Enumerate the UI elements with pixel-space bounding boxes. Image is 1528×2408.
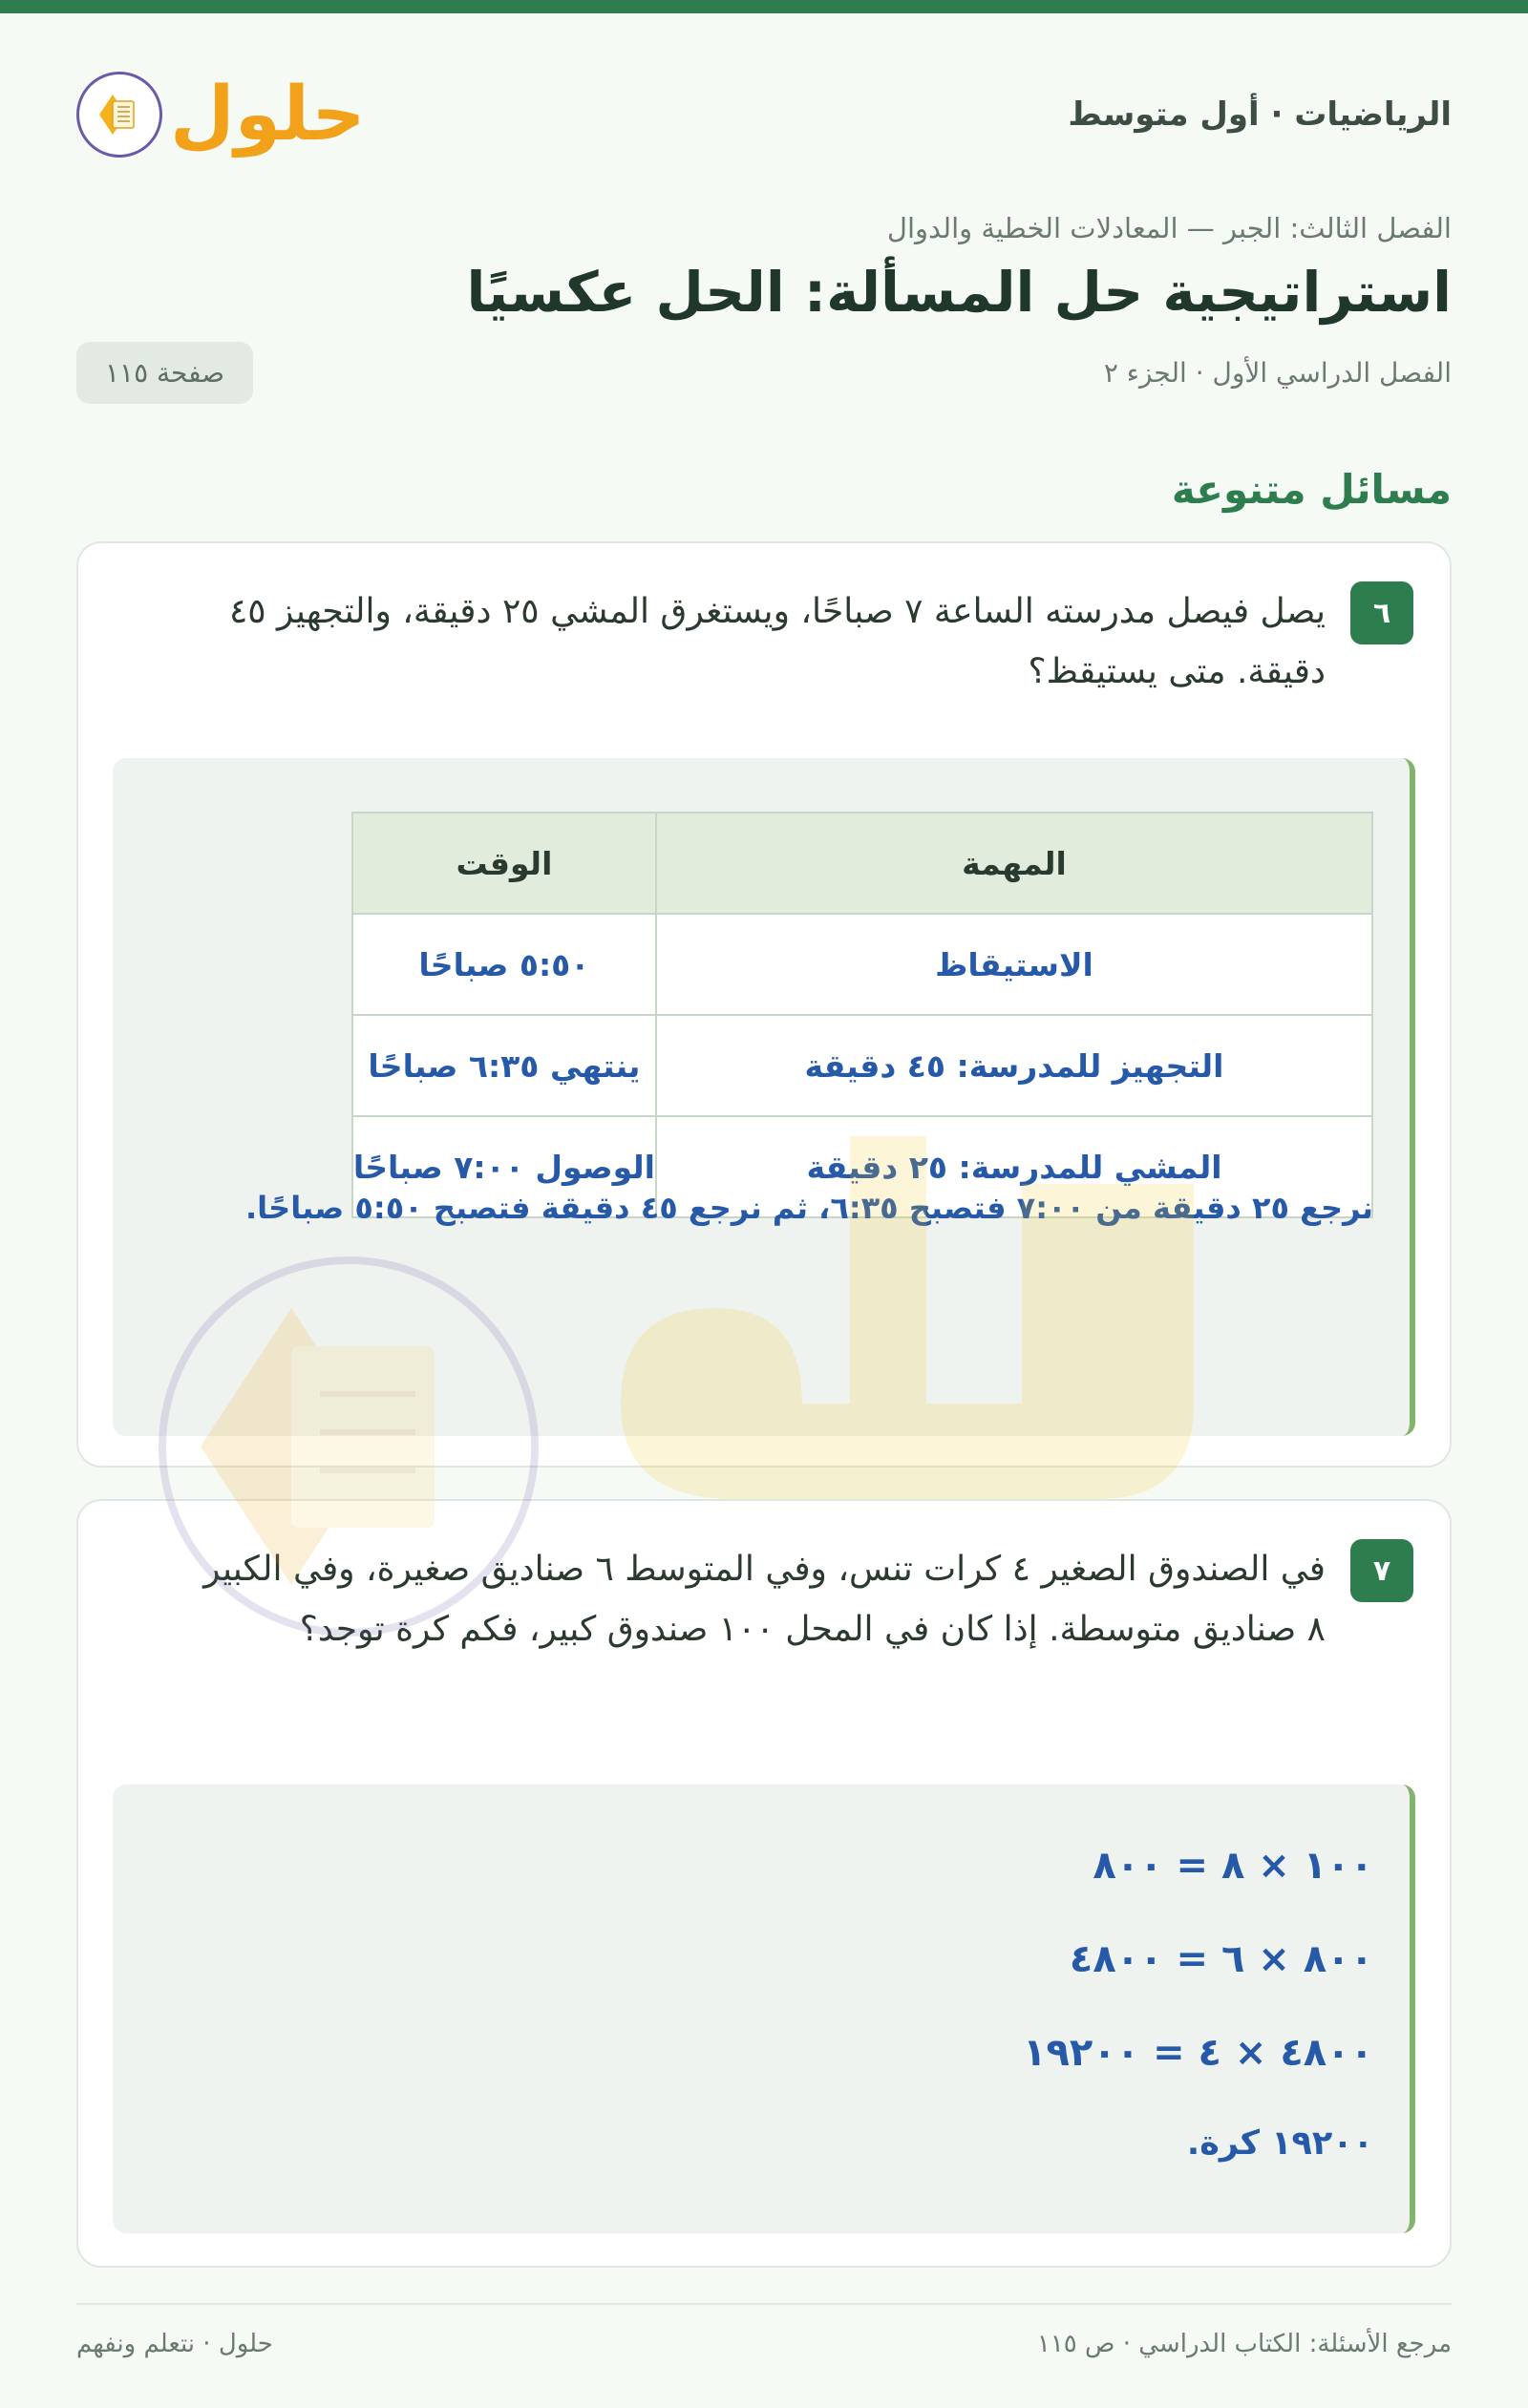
footer-source: مرجع الأسئلة: الكتاب الدراسي · ص ١١٥	[1036, 2330, 1452, 2358]
logo-wordmark: حلول	[170, 72, 366, 158]
calculation-steps	[147, 1844, 1373, 2201]
final-answer: ١٩٢٠٠ كرة.	[1186, 2124, 1373, 2163]
question-number-badge: ٦	[1350, 581, 1413, 644]
column-header-time: الوقت	[352, 813, 656, 914]
schedule-table	[351, 812, 1373, 1218]
table-cell-task: التجهيز للمدرسة: ٤٥ دقيقة	[656, 1015, 1372, 1116]
chapter-label: الفصل الثالث: الجبر — المعادلات الخطية والدوال	[886, 212, 1452, 244]
table-row	[352, 1015, 1372, 1116]
top-accent-bar	[0, 0, 1528, 13]
table-row	[352, 914, 1372, 1015]
page-header	[76, 57, 1452, 172]
calculation-step: ٨٠٠ × ٦ = ٤٨٠٠	[1069, 1937, 1373, 1981]
meta-row	[76, 342, 1452, 404]
question-card-7	[76, 1499, 1452, 2268]
hulul-logo[interactable]	[76, 72, 366, 158]
subject-label: الرياضيات · أول متوسط	[1068, 95, 1452, 134]
question-text: يصل فيصل مدرسته الساعة ٧ صباحًا، ويستغرق المشي ٢٥ دقيقة، والتجهيز ٤٥ دقيقة. متى يستيقظ؟	[228, 592, 1326, 691]
table-cell-time: ٥:٥٠ صباحًا	[352, 914, 656, 1015]
answer-explanation: نرجع ٢٥ دقيقة من ٧:٠٠ فتصبح ٦:٣٥، ثم نرجع ٤٥ دقيقة فتصبح ٥:٥٠ صباحًا.	[244, 1190, 1373, 1226]
page-number-badge: صفحة ١١٥	[76, 342, 253, 404]
term-label: الفصل الدراسي الأول · الجزء ٢	[1103, 357, 1452, 389]
footer-brand: حلول · نتعلم ونفهم	[76, 2330, 273, 2358]
question-text: في الصندوق الصغير ٤ كرات تنس، وفي المتوسط ٦ صناديق صغيرة، وفي الكبير ٨ صناديق متوسطة. إذا كان في المحل ١٠٠ صندوق كبير، فكم كرة توجد؟	[203, 1550, 1326, 1649]
answer-box	[113, 758, 1415, 1436]
column-header-task: المهمة	[656, 813, 1372, 914]
calculation-step: ٤٨٠٠ × ٤ = ١٩٢٠٠	[1023, 2031, 1373, 2075]
question-number-badge: ٧	[1350, 1539, 1413, 1602]
title-block	[76, 212, 1452, 404]
question-card-6	[76, 541, 1452, 1468]
section-heading: مسائل متنوعة	[1171, 466, 1452, 513]
page-footer	[76, 2330, 1452, 2358]
table-cell-time: الوصول ٧:٠٠ صباحًا	[352, 1116, 656, 1217]
table-cell-task: الاستيقاظ	[656, 914, 1372, 1015]
footer-divider	[76, 2303, 1452, 2305]
book-icon	[76, 72, 162, 158]
page-title: استراتيجية حل المسألة: الحل عكسيًا	[466, 260, 1452, 325]
table-cell-time: ينتهي ٦:٣٥ صباحًا	[352, 1015, 656, 1116]
calculation-step: ١٠٠ × ٨ = ٨٠٠	[1093, 1844, 1373, 1888]
table-cell-task: المشي للمدرسة: ٢٥ دقيقة	[656, 1116, 1372, 1217]
table-header-row	[352, 813, 1372, 914]
answer-box	[113, 1785, 1415, 2233]
